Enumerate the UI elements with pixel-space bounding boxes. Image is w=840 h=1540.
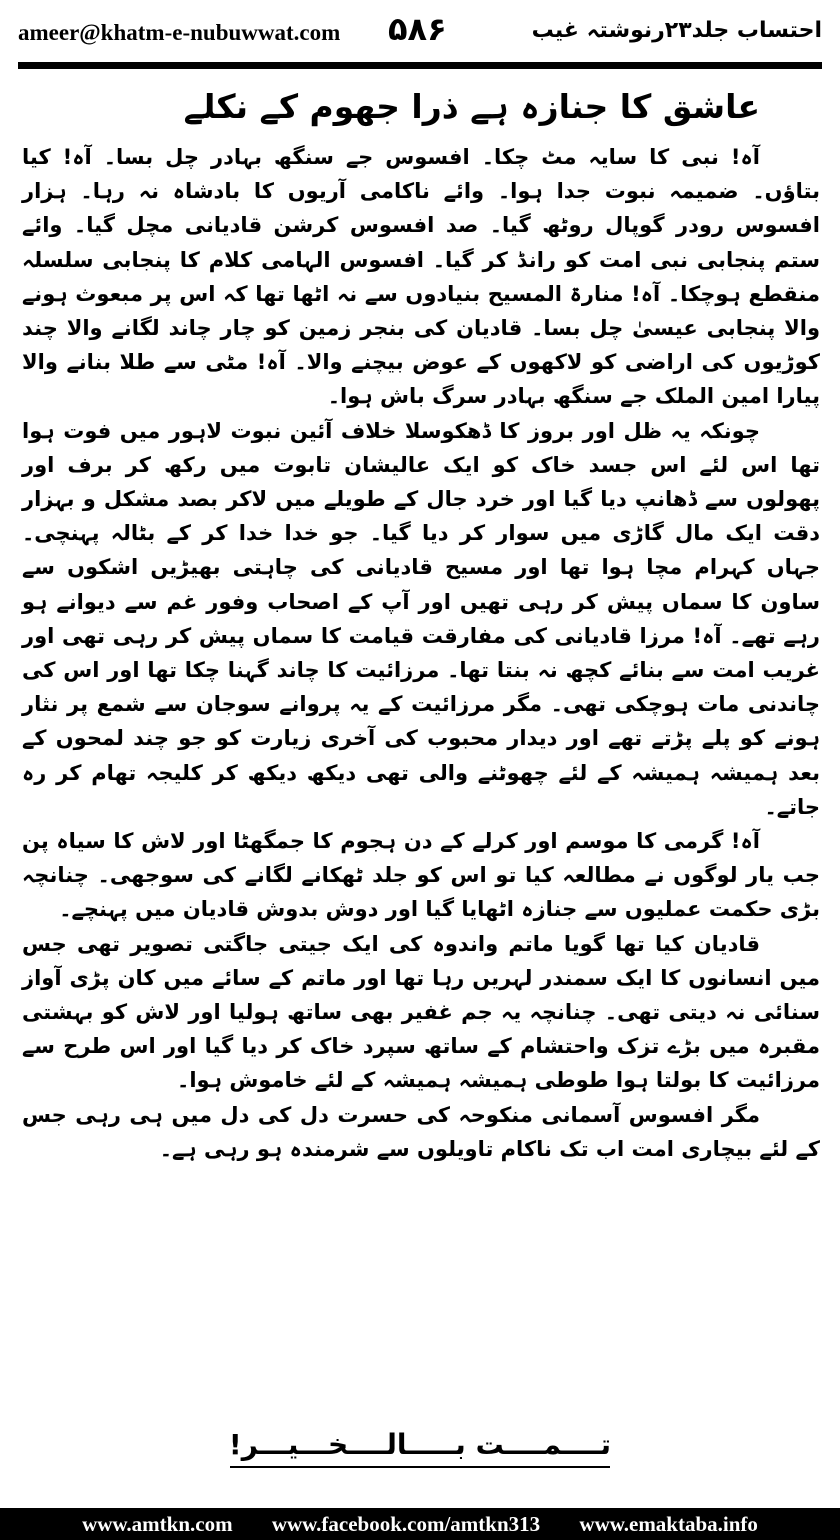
running-title: احتساب جلد۲۳رنوشتہ غیب bbox=[531, 18, 822, 43]
article-body bbox=[22, 140, 820, 1166]
footer-link-facebook[interactable]: www.facebook.com/amtkn313 bbox=[271, 1512, 541, 1536]
closing-underline bbox=[230, 1466, 610, 1468]
paragraph-5: مگر افسوس آسمانی منکوحہ کی حسرت دل کی دل میں ہی رہی جس کے لئے بیچاری امت اب تک ناکام تاویلوں سے شرمندہ ہو رہی ہے۔ bbox=[22, 1102, 820, 1161]
paragraph-2: چونکہ یہ ظل اور بروز کا ڈھکوسلا خلاف آئین نبوت لاہور میں فوت ہوا تھا اس لئے اس جسد خاک کو ایک عالیشان تابوت میں رکھ کر برف اور پھولوں سے ڈھانپ دیا گیا اور خرد جال کے طویلے میں لاکر بصد مشکل و بہزار دقت ایک مال گاڑی میں سوار کر دیا گیا۔ جو خدا خدا کر کے بٹالہ پہنچی۔ جہاں کہرام مچا ہوا تھا اور مسیح قادیانی کی چاہتی بھیڑیں اشکوں سے ساون کا سماں پیش کر رہی تھیں اور آپ کے اصحاب وفور غم سے دیوانے ہو رہے تھے۔ آہ! مرزا قادیانی کی مفارقت قیامت کا سماں پیش کر رہی تھی اور غریب امت سے بنائے کچھ نہ بنتا تھا۔ مرزائیت کا چاند گہنا چکا تھا اور اس کی چاندنی مات ہوچکی تھی۔ مگر مرزائیت کے یہ پروانے سوجان سے شمع پر نثار ہونے کو پلے پڑتے تھے اور دیدار محبوب کی آخری زیارت کو جو چند لمحوں کے بعد ہمیشہ ہمیشہ کے لئے چھوٹنے والی تھی دیکھ دیکھ کر کلیجہ تھام کر رہ جاتے۔ bbox=[22, 418, 820, 819]
closing-phrase: تــــمــــت بـــــالــــخـــيـــر! bbox=[228, 1428, 612, 1461]
paragraph-4: قادیان کیا تھا گویا ماتم واندوہ کی ایک جیتی جاگتی تصویر تھی جس میں انسانوں کا ایک سمندر لہریں رہا تھا اور ماتم کے سائے میں کان پڑی آواز سنائی نہ دیتی تھی۔ چنانچہ یہ جم غفیر بھی ساتھ ہولیا اور لاش کو بہشتی مقبرہ میں بڑے تزک واحتشام کے ساتھ سپرد خاک کر دیا گیا اور اس طرح سے مرزائیت کا بولتا ہوا طوطی ہمیشہ ہمیشہ کے لئے خاموش ہوا۔ bbox=[22, 931, 820, 1093]
paragraph-1: آہ! نبی کا سایہ مٹ چکا۔ افسوس جے سنگھ بہادر چل بسا۔ آہ! کیا بتاؤں۔ ضمیمہ نبوت جدا ہوا۔ وائے ناکامی آریوں کا بادشاہ نہ رہا۔ ہزار افسوس رودر گوپال روٹھ گیا۔ صد افسوس کرشن قادیانی مچل گیا۔ وائے ستم پنجابی نبی امت کو رانڈ کر گیا۔ افسوس الہامی کلام کا پنجابی سلسلہ منقطع ہوچکا۔ آہ! منارۃ المسیح بنیادوں سے نہ اٹھا تھا کہ اس پر مبعوث ہونے والا پنجابی عیسیٰ چل بسا۔ قادیان کی بنجر زمین کو چار چاند لگانے والا چند کوڑیوں کی اراضی کو لاکھوں کے عوض بیچنے والا۔ آہ! مٹی سے طلا بنانے والا پیارا امین الملک جے سنگھ بہادر سرگ باش ہوا۔ bbox=[22, 145, 820, 409]
article-title: عاشق کا جنازہ ہے ذرا جھوم کے نکلے bbox=[183, 87, 760, 126]
footer-link-emaktaba[interactable]: www.emaktaba.info bbox=[579, 1512, 758, 1536]
page-number: ۵۸۶ bbox=[388, 10, 447, 48]
header-email: ameer@khatm-e-nubuwwat.com bbox=[18, 20, 341, 45]
header-rule bbox=[18, 62, 822, 69]
footer-bar bbox=[0, 1508, 840, 1540]
paragraph-3: آہ! گرمی کا موسم اور کرلے کے دن ہجوم کا جمگھٹا اور لاش کا سیاہ پن جب یار لوگوں نے مطالعہ کیا تو اس کو جلد ٹھکانے لگانے کی سوجھی۔ چنانچہ بڑی حکمت عملیوں سے جنازہ اٹھایا گیا اور دوش بدوش قادیان میں پہنچے۔ bbox=[22, 829, 820, 922]
footer-link-amtkn[interactable]: www.amtkn.com bbox=[82, 1512, 233, 1536]
page-header bbox=[18, 10, 822, 56]
